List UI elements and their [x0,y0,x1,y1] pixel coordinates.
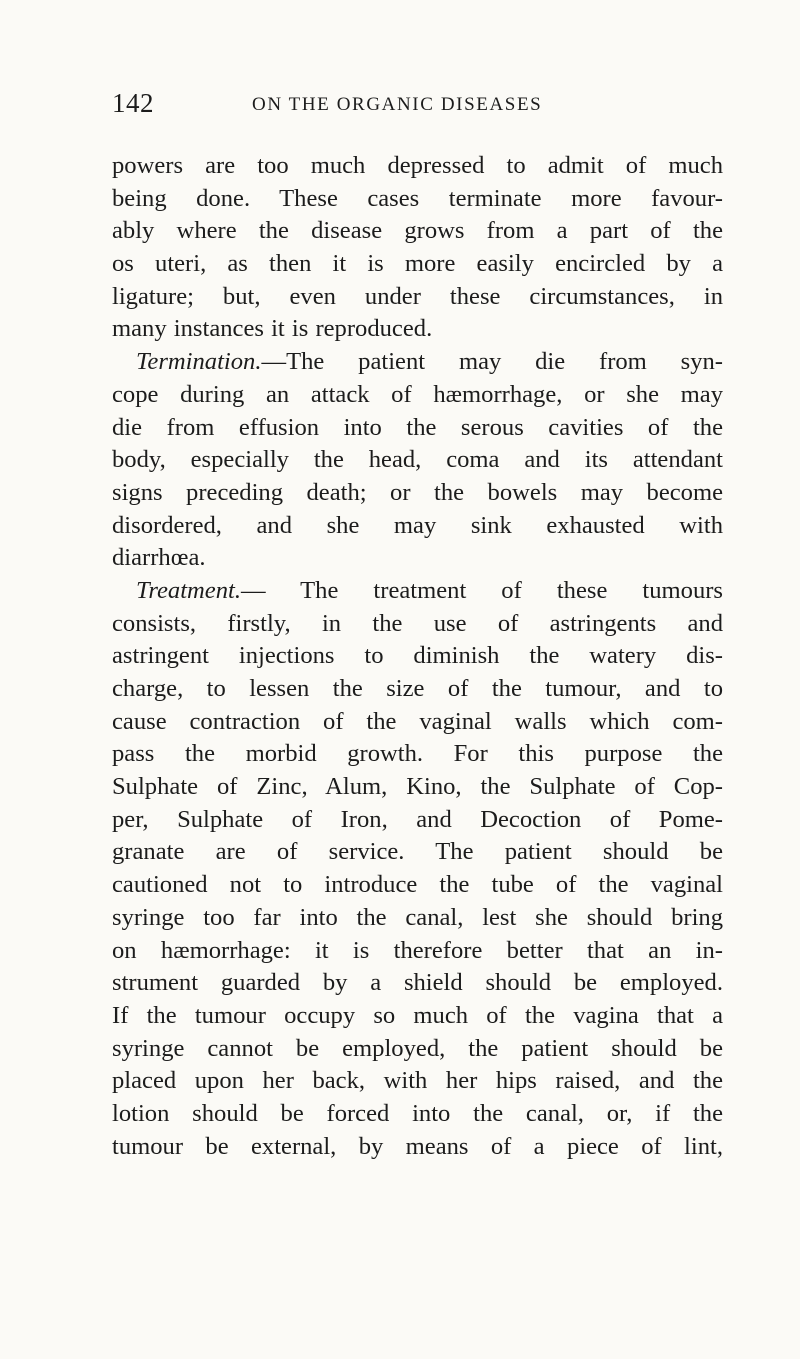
text-line [112,346,723,379]
text-line: tumour be external, by means of a piece of lint, [112,1132,723,1160]
text-line: placed upon her back, with her hips raised, and the [112,1067,723,1095]
text-line: die from effusion into the serous cavities of the [112,413,723,441]
text-line: cause contraction of the vaginal walls which com- [112,707,723,735]
text-line: lotion should be forced into the canal, or, if the [112,1099,723,1127]
text-line: cautioned not to introduce the tube of the vaginal [112,871,723,899]
paragraph-termination [112,346,723,575]
text-line: ligature; but, even under these circumstances, in [112,282,723,310]
text-line: diarrhœa. [112,544,206,572]
paragraph-treatment [112,575,723,1163]
text-line: per, Sulphate of Iron, and Decoction of Pome- [112,805,723,833]
text-line: strument guarded by a shield should be employed. [112,969,723,997]
paragraph-1 [112,150,723,346]
section-heading-termination: Termination. [136,348,262,376]
text-line: pass the morbid growth. For this purpose the [112,740,723,768]
text-line: on hæmorrhage: it is therefore better that an in- [112,936,723,964]
text-line: powers are too much depressed to admit of much [112,152,723,179]
text-line: disordered, and she may sink exhausted with [112,511,723,539]
page-number: 142 [112,88,154,118]
running-title: ON THE ORGANIC DISEASES [252,94,543,115]
text-line: os uteri, as then it is more easily encircled by a [112,250,723,278]
text-line: many instances it is reproduced. [112,315,433,343]
running-head [112,88,722,128]
text-line: being done. These cases terminate more favour- [112,184,723,212]
text-line: syringe too far into the canal, lest she should bring [112,903,723,931]
text-line: cope during an attack of hæmorrhage, or she may [112,380,723,408]
text-line: body, especially the head, coma and its attendant [112,446,723,474]
text-line [112,575,723,608]
section-heading-treatment: Treatment. [136,576,241,604]
text-line: signs preceding death; or the bowels may become [112,478,723,506]
text-line: ably where the disease grows from a part of the [112,217,723,245]
text-line: astringent injections to diminish the watery dis- [112,642,723,670]
text-line: granate are of service. The patient should be [112,838,723,866]
text-line: syringe cannot be employed, the patient should be [112,1034,723,1062]
text-line-continuation: —The patient may die from syn- [261,348,723,376]
text-line: consists, firstly, in the use of astringents and [112,609,723,637]
text-line: If the tumour occupy so much of the vagina that a [112,1001,723,1029]
text-line: Sulphate of Zinc, Alum, Kino, the Sulphate of Cop- [112,773,723,801]
body-text [112,150,723,1163]
text-line-continuation: — The treatment of these tumours [240,576,723,604]
text-line: charge, to lessen the size of the tumour, and to [112,675,723,702]
